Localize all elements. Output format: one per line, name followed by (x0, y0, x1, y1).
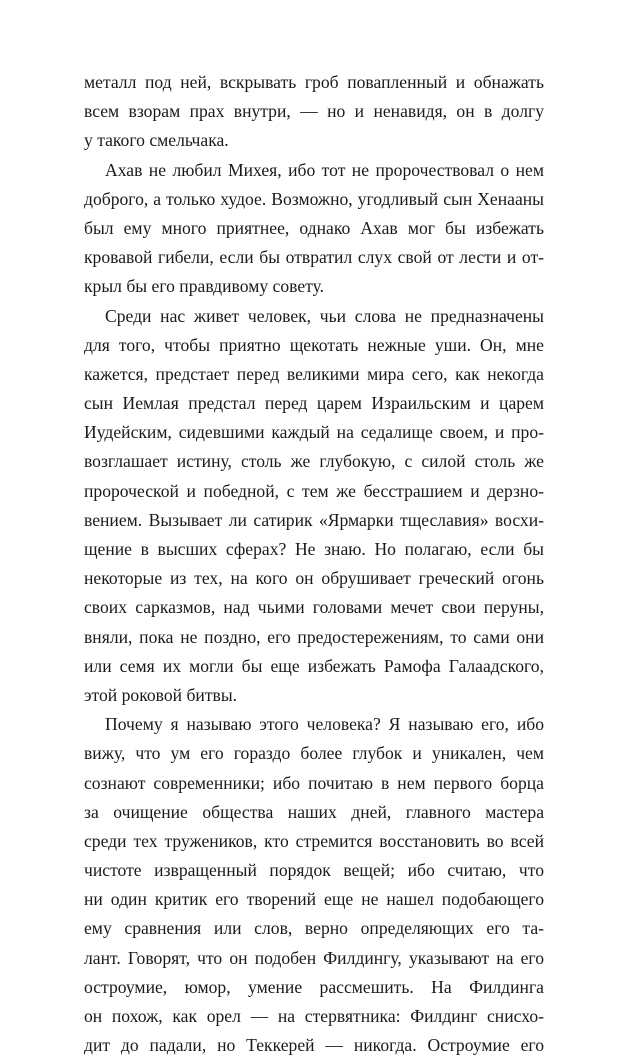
text-line: Ахав не любил Михея, ибо тот не пророчествовал о нем (105, 159, 544, 180)
text-line: сознают современники; ибо почитаю в нем первого борца (84, 772, 544, 793)
text-line: остроумие, юмор, умение рассмешить. На Филдинга (84, 976, 544, 997)
text-line: чистоте извращенный порядок вещей; ибо считаю, что (84, 860, 544, 881)
text-line: ему сравнения или слов, верно определяющих его та- (84, 918, 544, 939)
text-line: вняли, пока не поздно, его предостережениям, то сами они (84, 626, 544, 647)
text-line: за очищение общества наших дней, главного мастера (84, 801, 544, 822)
text-line: Среди нас живет человек, чьи слова не предназначены (105, 305, 544, 326)
body-text (84, 68, 544, 1060)
text-line: кажется, предстает перед великими мира сего, как некогда (84, 363, 544, 384)
text-line: Иудейским, сидевшими каждый на седалище своем, и про- (84, 422, 544, 443)
text-line: сын Иемлая предстал перед царем Израильским и царем (84, 393, 544, 414)
text-line: среди тех тружеников, кто стремится восстановить во всей (84, 830, 544, 851)
text-line: щение в высших сферах? Не знаю. Но полагаю, если бы (84, 539, 544, 559)
text-line: кровавой гибели, если бы отвратил слух свой от лести и от- (84, 247, 544, 268)
text-line: у такого смельчака. (84, 130, 229, 151)
text-line: вением. Вызывает ли сатирик «Ярмарки тщеславия» восхи- (84, 509, 544, 530)
text-line: или семя их могли бы еще избежать Рамофа Галаадского, (84, 655, 544, 676)
text-line: ни один критик его творений еще не нашел подобающего (84, 889, 544, 910)
text-line: своих сарказмов, над чьими головами мечет свои перуны, (84, 597, 544, 618)
text-line: для того, чтобы приятно щекотать нежные уши. Он, мне (84, 334, 544, 355)
text-line: был ему много приятнее, однако Ахав мог бы избежать (84, 217, 544, 238)
text-line: дит до падали, но Теккерей — никогда. Остроумие его (84, 1035, 544, 1056)
text-line: доброго, а только худое. Возможно, угодливый сын Хенааны (84, 188, 544, 209)
text-line: крыл бы его правдивому совету. (84, 276, 325, 297)
text-line: он похож, как орел — на стервятника: Филдинг снисхо- (84, 1006, 544, 1026)
text-line: пророческой и победной, с тем же бесстрашием и дерзно- (84, 480, 544, 501)
text-line: этой роковой битвы. (84, 684, 238, 705)
text-line: всем взорам прах внутри, — но и ненавидя, он в долгу (84, 101, 544, 122)
text-line: лант. Говорят, что он подобен Филдингу, указывают на его (84, 947, 544, 968)
text-line: вижу, что ум его гораздо более глубок и уникален, чем (84, 743, 544, 764)
text-line: некоторые из тех, на кого он обрушивает греческий огонь (84, 568, 544, 589)
text-line: металл под ней, вскрывать гроб повапленный и обнажать (84, 72, 544, 92)
text-line: Почему я называю этого человека? Я называю его, ибо (105, 714, 544, 735)
text-line: возглашает истину, столь же глубокую, с силой столь же (84, 451, 544, 472)
